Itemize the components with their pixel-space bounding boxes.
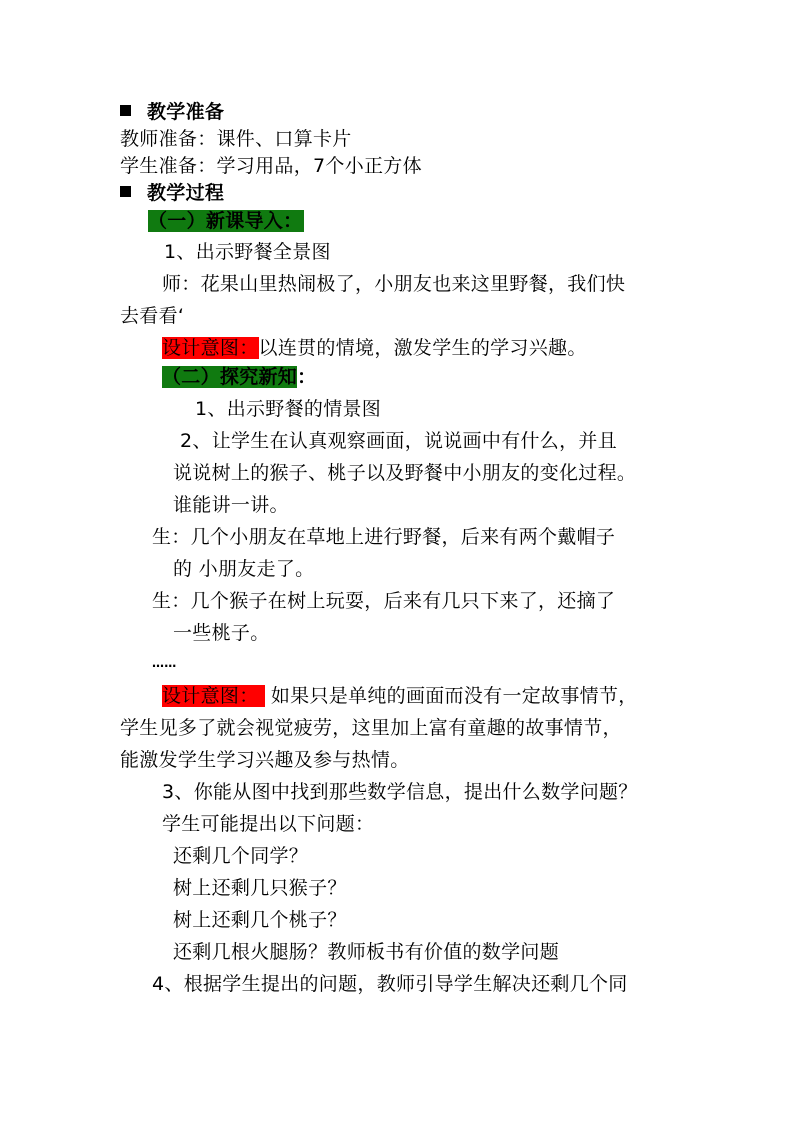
question-3: 树上还剩几个桃子？: [173, 909, 347, 931]
square-bullet-icon: [120, 105, 131, 116]
s2-item2-line2: 说说树上的猴子、桃子以及野餐中小朋友的变化过程。: [173, 462, 637, 484]
intent2-row: [162, 683, 638, 709]
intent2-text-line3: 能激发学生学习兴趣及参与热情。: [120, 749, 410, 771]
process-heading-row: [120, 180, 224, 206]
section1-title-row: [148, 208, 304, 234]
section1-title: （一）新课导入：: [148, 210, 303, 232]
s2-item3: 3、你能从图中找到那些数学信息，提出什么数学问题？: [162, 781, 638, 803]
prep-heading: 教学准备: [147, 101, 225, 123]
intent1-text: 以连贯的情境，激发学生的学习兴趣。: [258, 337, 587, 359]
student1-line1: 生：几个小朋友在草地上进行野餐，后来有两个戴帽子: [152, 526, 616, 548]
s2-item4: 4、根据学生提出的问题，教师引导学生解决还剩几个同: [152, 973, 628, 995]
intent1-label: 设计意图：: [162, 337, 259, 359]
intent2-text-line1: 如果只是单纯的画面而没有一定故事情节，: [264, 685, 638, 707]
question-2: 树上还剩几只猴子？: [173, 877, 347, 899]
student1-line2: 的 小朋友走了。: [173, 558, 315, 580]
student2-line2: 一些桃子。: [173, 622, 270, 644]
section2-title-tail: ：: [297, 366, 317, 388]
prep-heading-row: [120, 99, 224, 125]
s2-item1: 1、出示野餐的情景图: [195, 398, 382, 420]
s2-item3-sub: 学生可能提出以下问题：: [162, 813, 375, 835]
s2-item2-line1: 2、让学生在认真观察画面，说说画中有什么，并且: [180, 430, 617, 452]
process-heading: 教学过程: [147, 182, 225, 204]
student2-line1: 生：几个猴子在树上玩耍，后来有几只下来了，还摘了: [152, 590, 616, 612]
s2-item2-line3: 谁能讲一讲。: [173, 494, 289, 516]
question-1: 还剩几个同学？: [173, 845, 309, 867]
question-4: 还剩几根火腿肠？教师板书有价值的数学问题: [173, 941, 560, 963]
teacher-prep: 教师准备：课件、口算卡片: [120, 128, 352, 150]
intent1-row: [162, 335, 587, 361]
intent2-text-line2: 学生见多了就会视觉疲劳，这里加上富有童趣的故事情节，: [120, 717, 622, 739]
section2-title: （二）探究新知: [162, 366, 298, 388]
section2-title-row: [162, 364, 316, 390]
s1-teacher-line1: 师：花果山里热闹极了，小朋友也来这里野餐，我们快: [162, 273, 626, 295]
square-bullet-icon: [120, 186, 131, 197]
intent2-label: 设计意图：: [162, 685, 265, 707]
s1-teacher-line2: 去看看‘: [120, 305, 185, 327]
ellipsis: ……: [152, 656, 177, 670]
s1-item1: 1、出示野餐全景图: [164, 241, 331, 263]
student-prep: 学生准备：学习用品，7个小正方体: [120, 155, 422, 177]
